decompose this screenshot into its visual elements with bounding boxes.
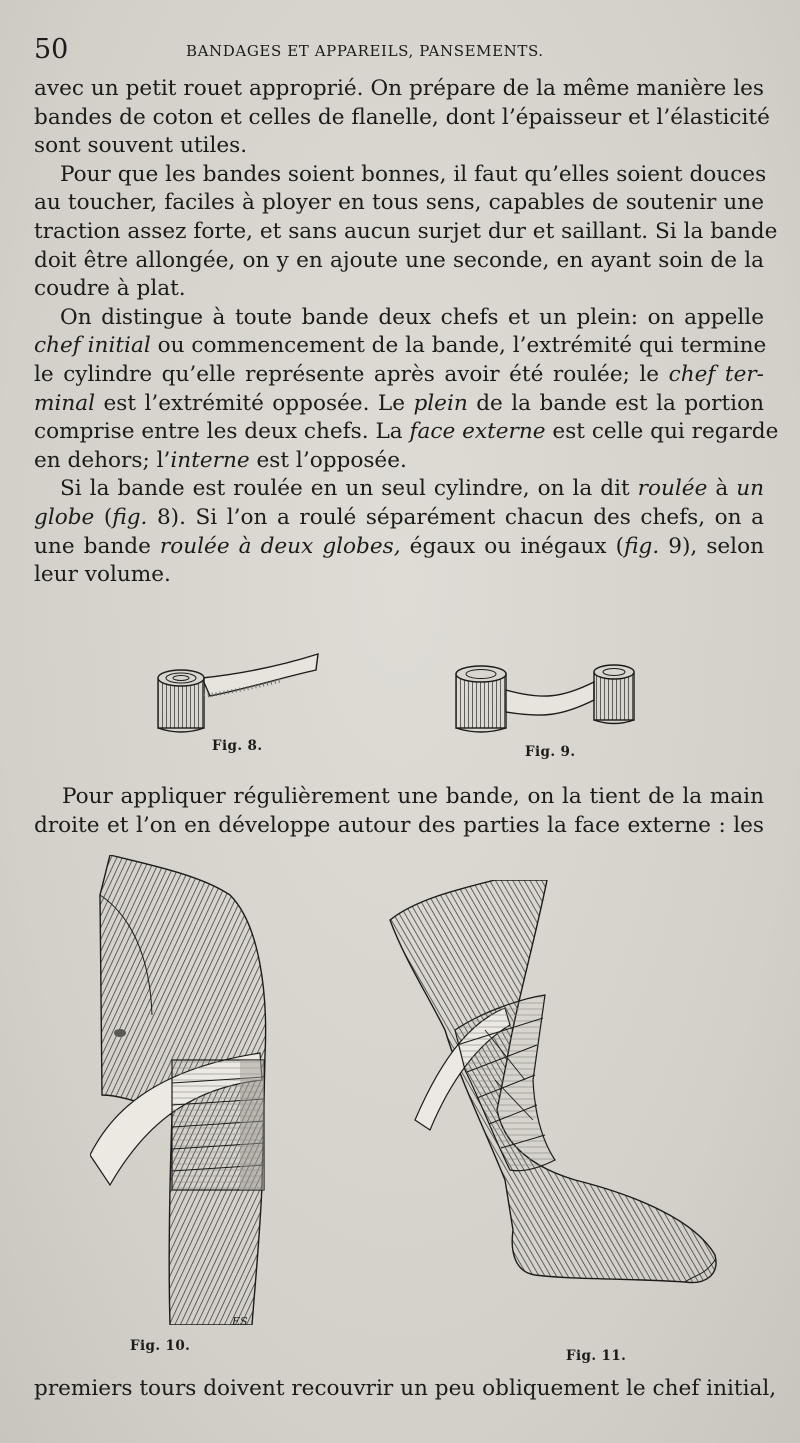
text-line: en dehors; l’interne est l’opposée.	[34, 447, 407, 473]
text-block-bottom	[34, 1375, 777, 1404]
italic-term: un	[736, 476, 765, 502]
paragraph-3	[34, 304, 779, 476]
text-block-top	[34, 75, 779, 590]
fig-8-single-globe-bandage-illustration	[150, 648, 330, 738]
text-line: bandes de coton et celles de flanelle, dont l’épaisseur et l’élasticité	[34, 104, 770, 130]
italic-term: globe	[34, 504, 95, 530]
text-line: premiers tours doivent recouvrir un peu obliquement le chef initial,	[34, 1376, 777, 1401]
paragraph-5	[34, 783, 764, 840]
italic-term: fig.	[112, 504, 148, 530]
fig-11-caption: Fig. 11.	[566, 1348, 627, 1364]
text-line: comprise entre les deux chefs. La face externe est celle qui regarde	[34, 419, 779, 445]
text-line: le cylindre qu’elle représente après avoir été roulée; le chef ter-	[34, 361, 764, 387]
paragraph-2	[34, 161, 778, 304]
fig-10-caption: Fig. 10.	[130, 1338, 191, 1354]
text-line: globe (fig. 8). Si l’on a roulé séparément chacun des chefs, on a	[34, 504, 764, 530]
italic-term: roulée	[637, 476, 708, 502]
text-line: sont souvent utiles.	[34, 133, 248, 159]
text-line: une bande roulée à deux globes, égaux ou inégaux (fig. 9), selon	[34, 533, 764, 559]
text-line: doit être allongée, on y en ajoute une seconde, en ayant soin de la	[34, 247, 764, 273]
running-head: BANDAGES ET APPAREILS, PANSEMENTS.	[186, 42, 544, 60]
text-line: Pour appliquer régulièrement une bande, on la tient de la main	[62, 784, 764, 809]
italic-term: fig.	[624, 533, 660, 559]
text-line: Si la bande est roulée en un seul cylindre, on la dit roulée à un	[60, 476, 765, 502]
fig-8-caption: Fig. 8.	[212, 738, 263, 754]
italic-term: chef initial	[34, 333, 151, 359]
fig-9-two-globe-bandage-illustration	[452, 660, 642, 740]
text-line: On distingue à toute bande deux chefs et un plein: on appelle	[60, 304, 764, 330]
text-line: chef initial ou commencement de la bande, l’extrémité qui termine	[34, 333, 767, 359]
italic-term: chef ter-	[668, 361, 764, 387]
text-line: leur volume.	[34, 562, 171, 588]
text-line: minal est l’extrémité opposée. Le plein de la bande est la portion	[34, 390, 764, 416]
text-line: coudre à plat.	[34, 276, 186, 302]
paragraph-4	[34, 475, 764, 589]
italic-term: plein	[413, 390, 468, 416]
fig-10-bandaged-arm-illustration	[90, 855, 280, 1325]
paragraph-6	[34, 1375, 777, 1404]
paragraph-1	[34, 75, 770, 161]
italic-term: interne	[170, 447, 250, 473]
text-line: droite et l’on en développe autour des parties la face externe : les	[34, 812, 764, 838]
text-line: traction assez forte, et sans aucun surjet dur et saillant. Si la bande	[34, 218, 778, 244]
italic-term: face externe	[409, 419, 546, 445]
page-header	[34, 34, 774, 66]
text-block-middle	[34, 783, 764, 840]
page-number: 50	[34, 34, 69, 65]
italic-term: roulée à deux globes,	[159, 533, 401, 559]
text-line: Pour que les bandes soient bonnes, il faut qu’elles soient douces	[60, 161, 767, 187]
fig-9-caption: Fig. 9.	[525, 744, 576, 760]
fig-11-bandaged-leg-illustration	[385, 880, 735, 1300]
text-line: au toucher, faciles à ployer en tous sens, capables de soutenir une	[34, 190, 764, 216]
italic-term: minal	[34, 390, 96, 416]
engraver-signature: ES	[232, 1315, 248, 1328]
text-line: avec un petit rouet approprié. On prépare de la même manière les	[34, 76, 764, 101]
